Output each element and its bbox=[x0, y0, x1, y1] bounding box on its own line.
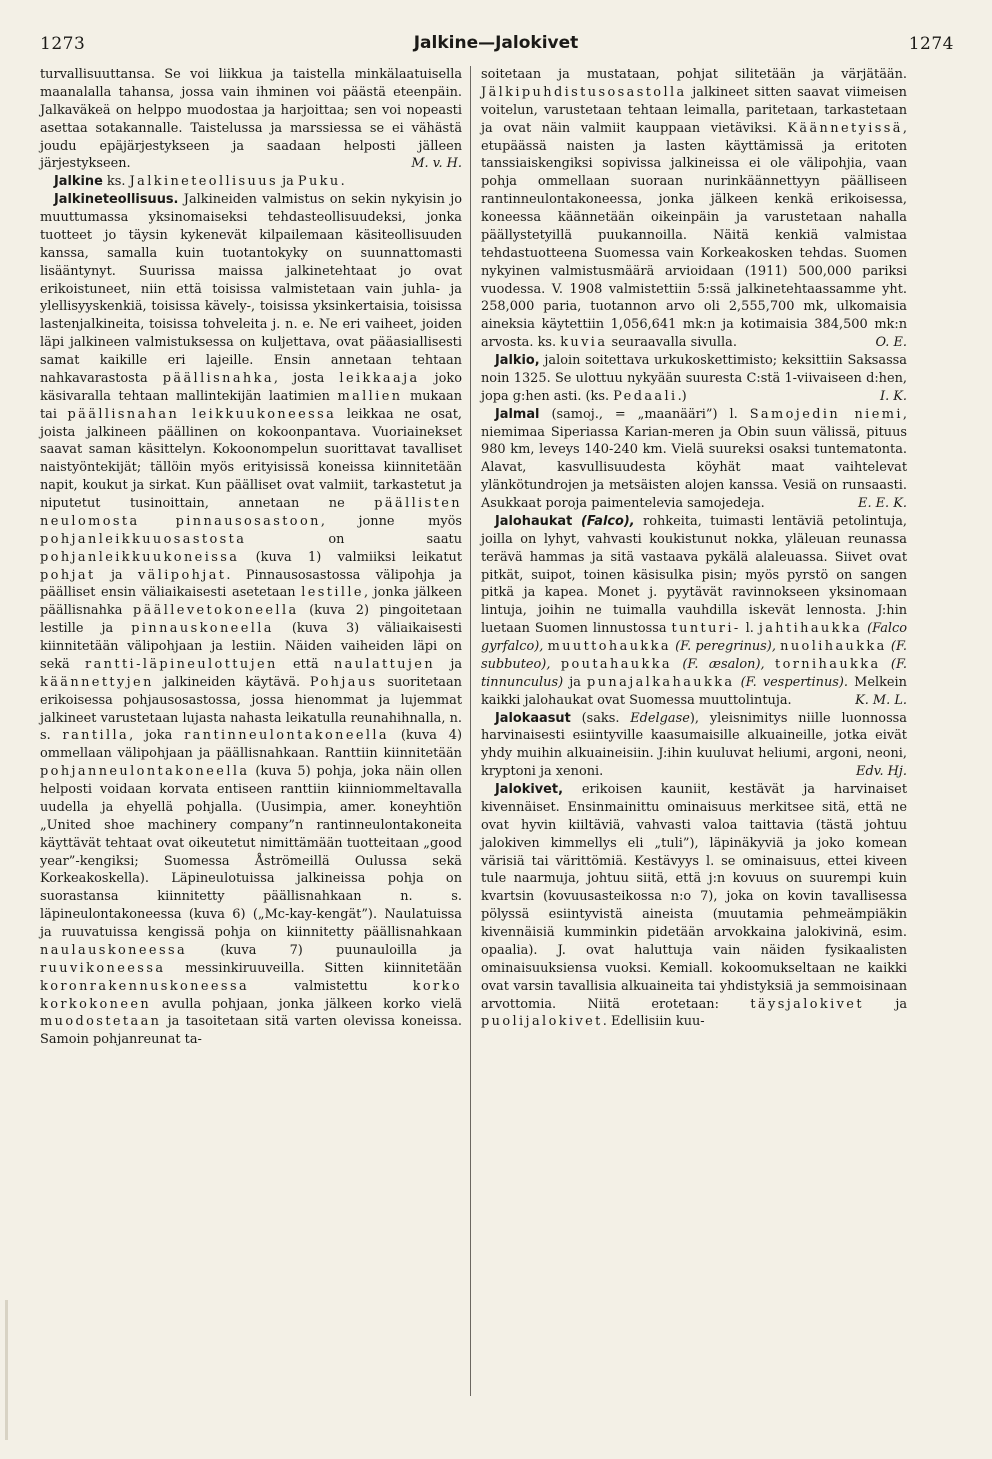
entry-jalokaasut: Jalokaasut (saks. Edelgase), yleisnimitys niille luonnossa harvinaisesti esiintyville kaasumaisille alkuaineille, jotka eivät yhdy muihin alkuaineisiin. J:ihin kuuluvat heliumi, argoni, neoni, kryptoni ja xenoni. Edv. Hj. bbox=[481, 710, 907, 780]
page-edge-shadow bbox=[5, 1300, 8, 1440]
right-column bbox=[481, 66, 907, 1031]
author-signature: Edv. Hj. bbox=[856, 764, 907, 780]
headword: Jalkio, bbox=[495, 353, 540, 368]
author-signature: I. K. bbox=[879, 388, 907, 404]
cross-reference[interactable]: kuvia bbox=[560, 335, 608, 351]
author-signature: E. E. K. bbox=[858, 496, 907, 511]
entry-jalokivet: Jalokivet, erikoisen kauniit, kestävät ja harvinaiset kivennäiset. Ensinmainittu ominaisuus merkitsee sitä, että ne ovat hyvin kiiltäviä, vahvasti valoa taittavia (tästä johtuu jalokiven kimmellys eli „tuli”), läpinäkyviä ja joko komean värisiä tai värittömiä. Kestävyys l. se ominaisuus, ettei kiveen tule naarmuja, johtuu siitä, että j:n kovuus on suurempi kuin kvartsin (kovuusasteikossa n:o 7), joka on kovin tavallisessa pölyssä esiintyvistä aineista (muutamia pehmeämpiäkin kivennäisiä kumminkin pidetään arvokkaina jalokivinä, esim. opaalia). J. ovat haluttuja vain näiden fysikaalisten ominaisuuksiensa vuoksi. Kemiall. kokoomukseltaan ne kaikki ovat varsin tavallisia alkuaineita tai yhdistyksiä ja semmoisinaan arvottomia. Niitä erotetaan: täysjalokivet ja puolijalokivet. Edellisiin kuu- bbox=[481, 782, 908, 1030]
headword: Jalohaukat bbox=[495, 513, 573, 529]
cross-reference[interactable]: Pedaali bbox=[613, 388, 678, 404]
cross-reference[interactable]: Puku bbox=[297, 174, 341, 190]
headword: Jalokivet, bbox=[495, 782, 563, 797]
column-divider bbox=[470, 66, 471, 1396]
headword: Jalokaasut bbox=[495, 710, 571, 726]
page-number-left: 1273 bbox=[40, 34, 86, 54]
page-number-right: 1274 bbox=[908, 34, 954, 54]
author-signature: M. v. H. bbox=[411, 156, 462, 172]
running-title: Jalkine—Jalokivet bbox=[413, 33, 579, 53]
headword: Jalmal bbox=[495, 406, 540, 422]
author-signature: O. E. bbox=[875, 335, 907, 351]
headword: Jalkineteollisuus. bbox=[54, 192, 179, 208]
entry-jalkine: Jalkine ks. Jalkineteollisuus ja Puku. bbox=[54, 174, 345, 190]
entry-jalmal: Jalmal (samoj., = „maanääri”) l. Samojedin niemi, niemimaa Siperiassa Karian-meren ja Obin suun välissä, pituus 980 km, leveys 140-240 km. Vielä suureksi osaksi tuntematonta. Alavat, kasvullisuudesta köyhät maat vaihtelevat ylänkötundrojen ja metsäisten alojen kanssa. Vesiä on runsaasti. Asukkaat poroja paimentelevia samojedeja. E. E. K. bbox=[481, 406, 907, 511]
entry-jalkineteollisuus: Jalkineteollisuus. Jalkineiden valmistus on sekin nykyisin jo muuttumassa yksinomaiseksi tehdasteollisuudeksi, jonka tuotteet jo täysin kykenevät kilpailemaan käsiteollisuuden kanssa, samalla kuin tuotantokyky on suunnattomasti lisääntynyt. Suurissa maissa jalkinetehtaat jo ovat erikoistuneet, niin että toisissa valmistetaan vain juhla- ja ylellisyyskenkiä, toisissa kävely-, toisissa yksinkertaisia, toisissa lastenjalkineita, toisissa tohveleita j. n. e. Ne eri vaiheet, joiden läpi jalkineen valmistuksessa on kuljettava, ovat pääasiallisesti samat kaikille eri lajeille. Ensin annetaan tehtaan nahkavarastosta päällisnahka, josta leikkaaja joko käsivaralla tehtaan mallintekijän laatimien mallien mukaan tai päällisnahan leikkuukoneessa leikkaa ne osat, joista jalkineen päällinen on kokoonpantava. Vuoriainekset saavat saman käsittelyn. Kokoonompelun suorittavat tavalliset naistyöntekijät; tällöin myös erityisissä koneissa kiinnitetään napit, koukut ja sirkat. Kun päälliset ovat valmiit, tarkastetut ja niputetut tusinoittain, annetaan ne päällisten neulomosta pinnausosastoon, jonne myös pohjanleikkuuosastosta on saatu pohjanleikkuukoneissa (kuva 1) valmiiksi leikatut pohjat ja välipohjat. Pinnausosastossa välipohja ja päälliset ensin väliaikaisesti asetetaan lestille, jonka jälkeen päällisnahka päällevetokoneella (kuva 2) pingoitetaan lestille ja pinnauskoneella (kuva 3) väliaikaisesti kiinnitetään välipohjaan ja lestiin. Näiden vaiheiden läpi on sekä rantti-läpineulottujen että naulattujen ja käännettyjen jalkineiden käytävä. Pohjaus suoritetaan erikoisessa pohjausosastossa, jossa hienommat ja lujemmat jalkineet varustetaan lujasta nahasta leikatulla reunahihnalla, n. s. rantilla, joka rantinneulontakoneella (kuva 4) ommellaan välipohjaan ja päällisnahkaan. Ranttiin kiinnitetään pohjanneulontakoneella (kuva 5) pohja, joka näin ollen helposti voidaan korvata entiseen ranttiin kiinniommeltavalla uudella ja ehyellä pohjalla. (Uusimpia, amer. koneyhtiön „United shoe machinery company”n rantinneulontakoneita käyttävät tehtaat ovat oikeutetut nimittämään tuotteitaan „good year”-kengiksi; Suomessa Åströmeillä Oulussa sekä Korkeakoskella). Läpineulotuissa jalkineissa pohja on suorastansa kiinnitetty päällisnahkaan n. s. läpineulontakoneessa (kuva 6) („Mc-kay-kengät”). Naulatuissa ja ruuvatuissa kengissä pohja on kiinnitetty päällisnahkaan naulauskoneessa (kuva 7) puunauloilla ja ruuvikoneessa messinkiruuveilla. Sitten kiinnitetään koronrakennuskoneessa valmistettu korko korkokoneen avulla pohjaan, jonka jälkeen korko vielä muodostetaan ja tasoitetaan sitä varten olevissa koneissa. Samoin pohjanreunat ta- bbox=[40, 192, 463, 1048]
headword: Jalkine bbox=[54, 174, 103, 190]
left-column bbox=[40, 66, 462, 1049]
page-header bbox=[0, 30, 992, 60]
entry-jalkineteollisuus-continued: soitetaan ja mustataan, pohjat silitetään ja värjätään. Jälkipuhdistusosastolla jalkineet sitten saavat viimeisen voitelun, varustetaan tehtaan leimalla, paritetaan, tarkastetaan ja ovat näin valmiit kauppaan vietäviksi. Käännetyissä, etupäässä naisten ja lasten käyttämissä ja eritoten tanssiaiskengiksi sopivissa jalkineissa ei ole välipohjia, vaan pohja ommellaan suoraan nurinkäännettyyn päälliseen rantinneulontakoneessa, jonka jälkeen kenkä erikoisessa, koneessa käännetään oikeinpäin ja varustetaan nahalla päällystetyillä puukannoilla. Näitä kenkiä valmistaa tehdastuotteena Suomessa vain Korkeakosken tehdas. Suomen nykyinen valmistusmäärä arvioidaan (1911) 500,000 pariksi vuodessa. V. 1908 valmistettiin 5:ssä jalkinetehtaassamme yht. 258,000 paria, tuotannon arvo oli 2,555,700 mk, ulkomaisia aineksia käytettiin 1,056,641 mk:n ja kotimaisia 384,500 mk:n arvosta. ks. kuvia seuraavalla sivulla. O. E. bbox=[481, 67, 907, 351]
entry-jalkio: Jalkio, jaloin soitettava urkukoskettimisto; keksittiin Saksassa noin 1325. Se ulottuu nykyään suuresta C:stä 1-viivaiseen d:hen, jopa g:hen asti. (ks. Pedaali.) I. K. bbox=[481, 353, 907, 404]
author-signature: K. M. L. bbox=[855, 692, 907, 708]
cross-reference[interactable]: Jalkineteollisuus bbox=[129, 174, 278, 190]
entry-jalkavaki-end: turvallisuuttansa. Se voi liikkua ja taistella minkälaatuisella maanalalla tahansa, jossa vain ihminen voi päästä eteenpäin. Jalkaväkeä on helppo muodostaa ja harjoittaa; sen voi nopeasti asettaa sotakannalle. Taistelussa ja marssiessa se ei vähästä joudu epäjärjestykseen ja saadaan helposti jälleen järjestykseen. M. v. H. bbox=[40, 67, 462, 172]
entry-jalohaukat: Jalohaukat (Falco), rohkeita, tuimasti lentäviä petolintuja, joilla on lyhyt, vahvasti koukistunut nokka, yläleuan reunassa terävä hammas ja sitä vastaava pykälä alaleuassa. Siivet ovat pitkät, suipot, toinen käsisulka pisin; myös pyrstö on sangen pitkä ja kapea. Monet j. pyytävät ravinnokseen yksinomaan lintuja, joihin ne tuimalla vauhdilla iskevät lennosta. J:hin luetaan Suomen linnustossa tunturi- l. jahtihaukka (Falco gyrfalco), muuttohaukka (F. peregrinus), nuolihaukka (F. subbuteo), poutahaukka (F. æsalon), tornihaukka (F. tinnunculus) ja punajalkahaukka (F. vespertinus). Melkein kaikki jalohaukat ovat Suomessa muuttolintuja. K. M. L. bbox=[481, 513, 907, 708]
